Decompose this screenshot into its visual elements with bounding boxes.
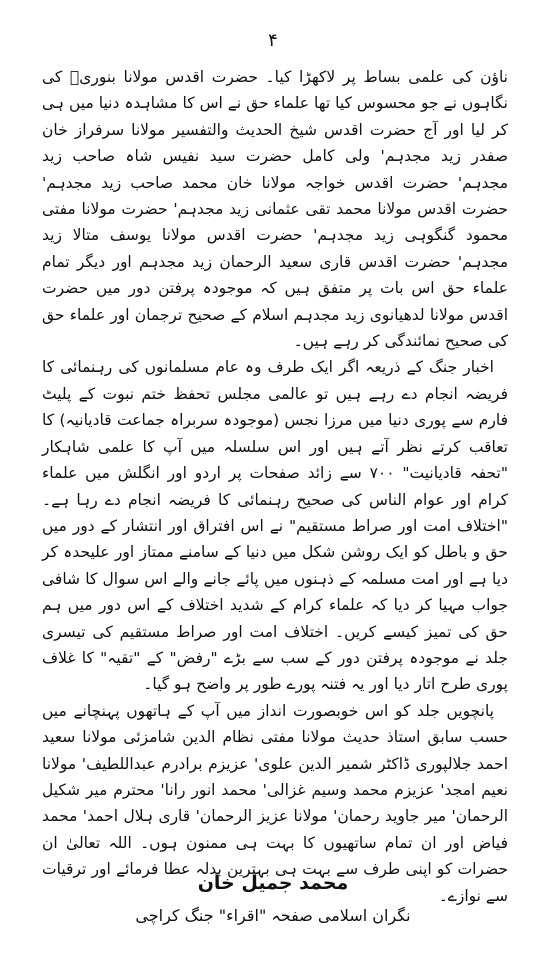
paragraph-2: اخبار جنگ کے ذریعہ اگر ایک طرف وہ عام مسلمانوں کی رہنمائی کا فریضہ انجام دے رہے ہیں تو عالمی مجلس تحفظ ختم نبوت کے پلیٹ فارم سے پوری دنیا میں مرزا نجس (موجودہ سربراہ جماعت قادیانیہ) کا تعاقب کرتے نظر آتے ہیں اور اس سلسلہ میں آپ کا علمی شاہکار "تحفہ قادیانیت" ۷۰۰ سے زائد صفحات پر اردو اور انگلش میں علماء کرام اور عوام الناس کی صحیح رہنمائی کا فریضہ انجام دے رہا ہے۔ "اختلاف امت اور صراط مستقیم" نے اس افتراق اور انتشار کے دور میں حق و باطل کو ایک روشن شکل میں دنیا کے سامنے ممتاز اور علیحدہ کر دیا ہے اور امت مسلمہ کے ذہنوں میں پائے جانے والے اس سوال کا شافی جواب مہیا کر دیا کہ علماء کرام کے شدید اختلاف کے اس دور میں ہم حق کی تمیز کیسے کریں۔ اختلاف امت اور صراط مستقیم کی تیسری جلد نے موجودہ پرفتن دور کے سب سے بڑے "رفض" کے "تقیہ" کا غلاف پوری طرح اتار دیا اور یہ فتنہ پورے طور پر واضح ہو گیا۔ [42, 358, 508, 694]
body-text [42, 64, 508, 909]
paragraph-1: ناؤن کی علمی بساط پر لاکھڑا کیا۔ حضرت اقدس مولانا بنوریؒ کی نگاہوں نے جو محسوس کیا تھا علماء حق نے اس کا مشاہدہ دنیا میں ہی کر لیا اور آج حضرت اقدس شیخ الحدیث والتفسیر مولانا سرفراز خان صفدر زید مجدہم' ولی کامل حضرت سید نفیس شاہ صاحب زید مجدہم' حضرت اقدس خواجہ مولانا خان محمد صاحب زید مجدہم' حضرت اقدس مولانا محمد تقی عثمانی زید مجدہم' حضرت مولانا مفتی محمود گنگوہی زید مجدہم' حضرت اقدس مولانا یوسف متالا زید مجدہم' حضرت اقدس قاری سعید الرحمان زید مجدہم اور دیگر تمام علماء حق اس بات پر متفق ہیں کہ موجودہ پرفتن دور میں حضرت اقدس مولانا لدھیانوی زید مجدہم اسلام کے صحیح ترجمان اور علماء حق کی صحیح نمائندگی کر رہے ہیں۔ [42, 68, 508, 351]
signature-title: نگران اسلامی صفحہ "اقراء" جنگ کراچی [135, 906, 411, 925]
paragraph-3: پانچویں جلد کو اس خوبصورت انداز میں آپ کے ہاتھوں پہنچانے میں حسب سابق استاذ حدیث مولانا مفتی نظام الدین شامزئی مولانا سعید احمد جلالپوری ڈاکٹر شمیر الدین علوی' عزیزم برادرم عبداللطیف' مولانا نعیم امجد' عزیزم محمد وسیم غزالی' محمد انور رانا' محترم میر شکیل الرحمان' میر جاوید رحمان' مولانا عزیز الرحمان' قاری ہلال احمد' محمد فیاض اور ان تمام ساتھیوں کا بہت ہی ممنون ہوں۔ اللہ تعالیٰ ان حضرات کو اپنی طرف سے بہت ہی بہترین بدلہ عطا فرمائے اور ترقیات سے نوازے۔ [42, 701, 508, 905]
page-number: ۴ [268, 30, 278, 51]
signature-name: محمد جمیل خان [197, 872, 349, 894]
